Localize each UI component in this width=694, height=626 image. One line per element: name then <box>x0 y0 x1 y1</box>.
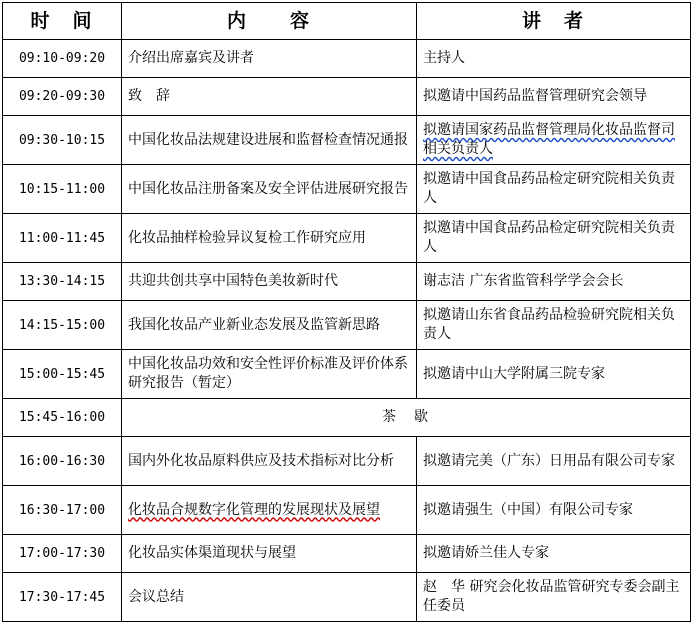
speaker-cell: 拟邀请国家药品监督管理局化妆品监督司相关负责人 <box>417 116 691 165</box>
table-row <box>3 437 691 486</box>
table-row <box>3 214 691 263</box>
table-row <box>3 350 691 399</box>
time-cell: 14:15-15:00 <box>3 301 122 350</box>
table-row <box>3 40 691 78</box>
speaker-cell: 拟邀请中国食品药品检定研究院相关负责人 <box>417 165 691 214</box>
topic-cell: 国内外化妆品原料供应及技术指标对比分析 <box>122 437 417 486</box>
agenda-table <box>2 2 691 622</box>
speaker-cell: 主持人 <box>417 40 691 78</box>
topic-cell: 中国化妆品法规建设进展和监督检查情况通报 <box>122 116 417 165</box>
topic-cell: 中国化妆品功效和安全性评价标准及评价体系研究报告（暂定） <box>122 350 417 399</box>
topic-cell: 中国化妆品注册备案及安全评估进展研究报告 <box>122 165 417 214</box>
table-row <box>3 301 691 350</box>
table-row <box>3 535 691 573</box>
time-cell: 17:30-17:45 <box>3 573 122 622</box>
time-cell: 15:45-16:00 <box>3 399 122 437</box>
speaker-cell: 谢志洁 广东省监管科学学会会长 <box>417 263 691 301</box>
break-row <box>3 399 691 437</box>
topic-cell: 化妆品抽样检验异议复检工作研究应用 <box>122 214 417 263</box>
speaker-cell: 拟邀请中国药品监督管理研究会领导 <box>417 78 691 116</box>
topic-cell: 会议总结 <box>122 573 417 622</box>
time-cell: 16:00-16:30 <box>3 437 122 486</box>
speaker-cell: 拟邀请山东省食品药品检验研究院相关负责人 <box>417 301 691 350</box>
time-cell: 10:15-11:00 <box>3 165 122 214</box>
table-row <box>3 263 691 301</box>
speaker-cell: 拟邀请完美（广东）日用品有限公司专家 <box>417 437 691 486</box>
table-row <box>3 486 691 535</box>
time-cell: 16:30-17:00 <box>3 486 122 535</box>
speaker-cell: 拟邀请强生（中国）有限公司专家 <box>417 486 691 535</box>
speaker-cell: 拟邀请娇兰佳人专家 <box>417 535 691 573</box>
header-speaker: 讲 者 <box>417 3 691 40</box>
time-cell: 13:30-14:15 <box>3 263 122 301</box>
speaker-cell: 拟邀请中国食品药品检定研究院相关负责人 <box>417 214 691 263</box>
topic-cell: 共迎共创共享中国特色美妆新时代 <box>122 263 417 301</box>
time-cell: 09:10-09:20 <box>3 40 122 78</box>
speaker-cell: 赵 华 研究会化妆品监管研究专委会副主任委员 <box>417 573 691 622</box>
time-cell: 11:00-11:45 <box>3 214 122 263</box>
topic-cell: 我国化妆品产业新业态发展及监管新思路 <box>122 301 417 350</box>
speaker-cell: 拟邀请中山大学附属三院专家 <box>417 350 691 399</box>
table-row <box>3 573 691 622</box>
time-cell: 15:00-15:45 <box>3 350 122 399</box>
time-cell: 09:30-10:15 <box>3 116 122 165</box>
header-time: 时 间 <box>3 3 122 40</box>
table-row <box>3 165 691 214</box>
topic-cell: 化妆品实体渠道现状与展望 <box>122 535 417 573</box>
header-row <box>3 3 691 40</box>
table-row <box>3 116 691 165</box>
topic-cell: 致 辞 <box>122 78 417 116</box>
header-content: 内 容 <box>122 3 417 40</box>
table-row <box>3 78 691 116</box>
time-cell: 09:20-09:30 <box>3 78 122 116</box>
topic-cell: 介绍出席嘉宾及讲者 <box>122 40 417 78</box>
topic-cell: 化妆品合规数字化管理的发展现状及展望 <box>122 486 417 535</box>
tea-break-cell: 茶 歇 <box>122 399 691 437</box>
time-cell: 17:00-17:30 <box>3 535 122 573</box>
